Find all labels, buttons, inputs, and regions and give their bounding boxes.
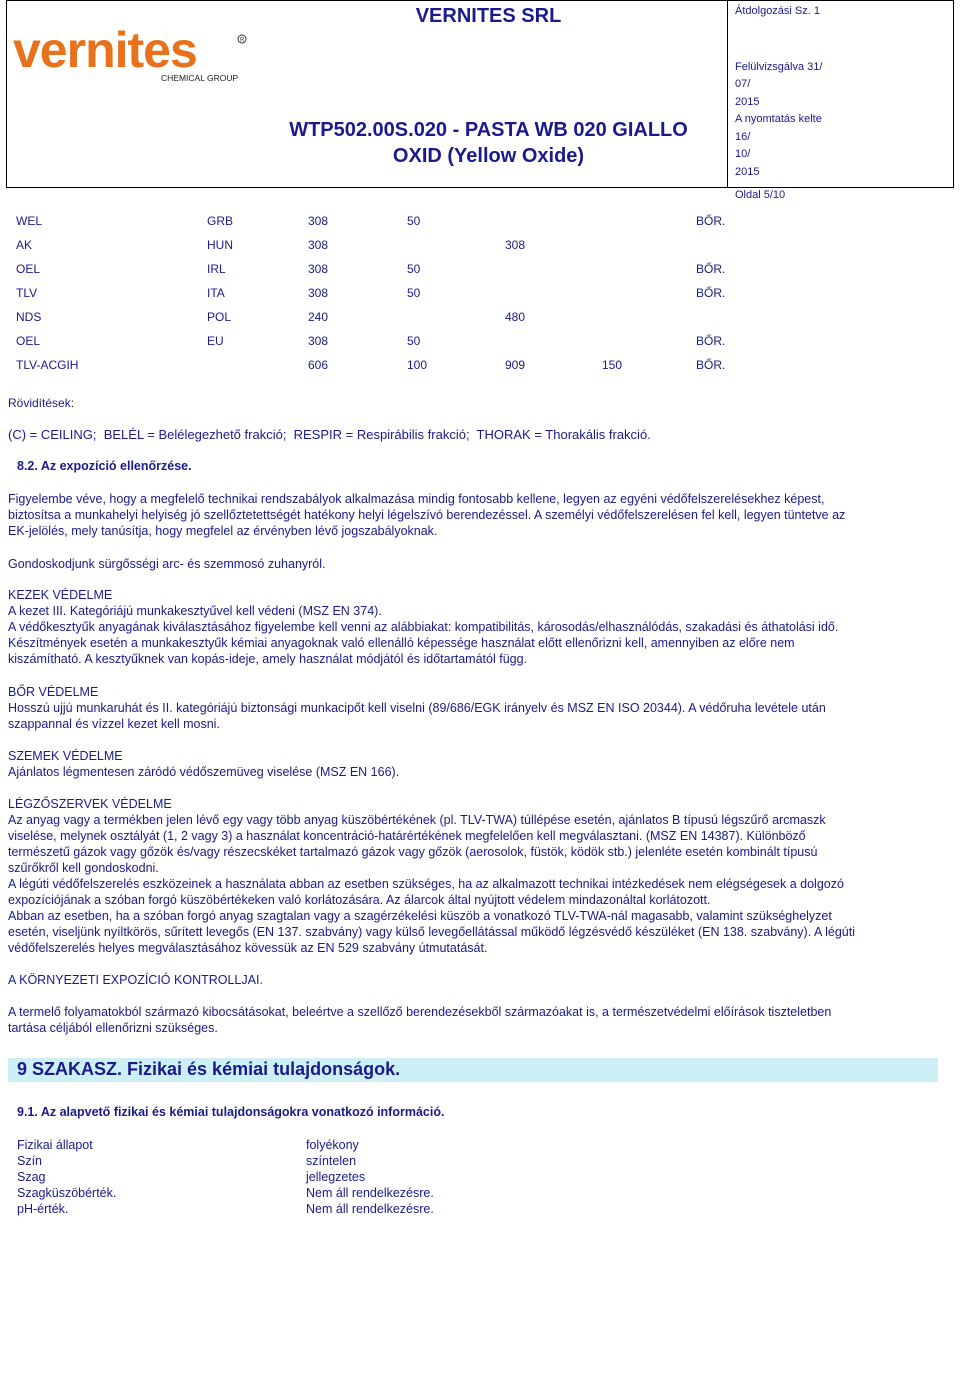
text-line: védőfelszerelés helyes megválasztásához kövessük az EN 529 szabvány útmutatását. [8,941,488,955]
respiratory-protection [8,796,944,956]
text-line: A kezet III. Kategóriájú munkakesztyűvel kell védeni (MSZ EN 374). [8,604,382,618]
table-cell: BŐR. [696,286,726,300]
header-divider [727,1,728,187]
eyewash-note: Gondoskodjunk sürgősségi arc- és szemmosó zuhanyról. [8,557,326,571]
table-cell: 308 [308,262,329,276]
table-cell: BŐR. [696,262,726,276]
text-line: esetén, viseljünk nyíltkörös, sűrített levegős (EN 137. szabvány) vagy külső levegőellátással működő légzésvédő készüléket (EN 138. szabvány). A légúti [8,925,855,939]
properties-list [17,1137,617,1217]
logo-subtitle: CHEMICAL GROUP [161,73,239,83]
table-cell [602,257,696,281]
revision-number: Átdolgozási Sz. 1 [735,5,820,17]
section-9-title: 9 SZAKASZ. Fizikai és kémiai tulajdonságok. [17,1059,401,1079]
review-date-label: Felülvizsgálva 31/ [735,60,823,73]
table-cell [407,233,505,257]
text-line: EK-jelölés, mely tanúsítja, hogy megfelel az érvényben lévő jogszabályoknak. [8,524,438,538]
table-cell: 150 [602,358,623,372]
text-line: kiszámítható. A kesztyűknek van kopás-ideje, amely használat módjától és időtartamától függ. [8,652,528,666]
text-line: viselése, melynek osztályát (1, 2 vagy 3) a használat koncentráció-határértékének megfelelően kell megválasztani. (MSZ EN 14387). Különböző [8,829,806,843]
table-cell: 308 [308,238,329,252]
text-line: szappannal és vízzel kezet kell mosni. [8,717,220,731]
table-cell [505,329,602,353]
section-8-2-title: 8.2. Az expozíció ellenőrzése. [17,459,192,473]
table-cell: 308 [308,286,329,300]
table-row [16,305,756,329]
table-cell: OEL [16,262,41,276]
review-date-year: 2015 [735,95,760,108]
table-cell: 308 [308,214,329,228]
text-line: természetű gázok vagy gőzök és/vagy részecskéket tartalmazó gázok vagy gőzök (aerosolok, füstök, ködök stb.) jelenléte esetén kombinált típusú [8,845,818,859]
table-cell [207,353,308,377]
table-cell [505,281,602,305]
logo-wordmark: vernites [13,23,197,78]
table-cell: 50 [407,214,421,228]
table-row [16,281,756,305]
table-cell: HUN [207,238,233,252]
property-row [17,1153,617,1169]
table-cell [407,305,505,329]
table-cell: TLV [16,286,38,300]
hands-protection [8,587,944,667]
property-name: Szagküszöbérték. [17,1186,117,1200]
property-value: Nem áll rendelkezésre. [306,1186,434,1200]
skin-title: BŐR VÉDELME [8,685,99,699]
text-line: Készítmények esetén a munkakesztyűk kémiai anyagoknak való ellenálló képessége használat előtt ellenőrizni kell, amennyiben az előre nem [8,636,795,650]
text-line: expozíciójának a szóban forgó küszöbértékeken való korlátozására. Az álarcok által nyújtott védelem mindazonáltal korlátozott. [8,893,711,907]
table-cell: ITA [207,286,225,300]
table-cell: AK [16,238,33,252]
text-line: szűrőkről kell gondoskodni. [8,861,159,875]
print-date-month: 10/ [735,148,751,160]
text-line: tartása céljából ellenőrizni szükséges. [8,1021,218,1035]
property-row [17,1169,617,1185]
abbreviations-title: Rövidítések: [8,396,75,410]
table-cell [602,233,696,257]
text-line: Figyelembe véve, hogy a megfelelő technikai rendszabályok alkalmazása mindig fontosabb kellene, legyen az egyéni védőfelszerelésekhez képest, [8,492,825,506]
table-cell: 240 [308,310,329,324]
text-line: A légúti védőfelszerelés eszközeinek a használata abban az esetben szükséges, ha az alkalmazott technikai intézkedések nem elégségesek a dolgozó [8,877,844,891]
print-date-label: A nyomtatás kelte 16/ [735,113,822,143]
table-cell: 480 [505,310,526,324]
eyes-title: SZEMEK VÉDELME [8,749,123,763]
review-date-month: 07/ [735,78,751,90]
property-value: Nem áll rendelkezésre. [306,1202,434,1216]
exposure-limits-table [16,209,756,377]
table-cell: OEL [16,334,41,348]
table-row [16,329,756,353]
table-row [16,209,756,233]
header-info [735,3,835,205]
text-line: Abban az esetben, ha a szóban forgó anyag szagtalan vagy a szagérzékelési küszöb a vonatkozó TLV-TWA-nál magasabb, valamint szükséghelyzet [8,909,832,923]
table-cell [602,209,696,233]
print-date-year: 2015 [735,165,760,178]
text-line: Hosszú ujjú munkaruhát és II. kategóriájú biztonsági munkacipőt kell viselni (89/686/EGK irányelv és MSZ EN ISO 20344). A védőruha levétele után [8,701,826,715]
section-9-banner [8,1058,938,1082]
table-cell: NDS [16,310,42,324]
resp-title: LÉGZŐSZERVEK VÉDELME [8,797,172,811]
table-cell: POL [207,310,232,324]
environment-title: A KÖRNYEZETI EXPOZÍCIÓ KONTROLLJAI. [8,973,263,987]
product-name-line1: WTP502.00S.020 - PASTA WB 020 GIALLO [289,119,688,141]
table-cell: 50 [407,262,421,276]
product-name-line2: OXID (Yellow Oxide) [392,145,585,167]
table-cell [505,209,602,233]
text-line: A védőkesztyűk anyagának kiválasztásához figyelembe kell venni az alábbiakat: kompatibilitás, károsodás/elhasználódás, szakadási és áthatolási idő. [8,620,839,634]
table-cell: EU [207,334,224,348]
table-cell [696,305,756,329]
table-cell: 50 [407,286,421,300]
table-cell [505,257,602,281]
table-cell: BŐR. [696,358,726,372]
text-line: biztosítsa a munkahelyi helyiség jó szellőztetettségét hatékony helyi légelszívó berendezéssel. A személyi védőfelszerelésen fel kell, legyen tüntetve az [8,508,846,522]
company-name: VERNITES SRL [415,5,562,27]
abbreviations-text: (C) = CEILING; BELÉL = Belélegezhető frakció; RESPIR = Respirábilis frakció; THORAK = Thorakális frakció. [8,427,651,442]
table-cell: 308 [308,334,329,348]
table-cell [602,329,696,353]
table-cell [602,281,696,305]
property-value: színtelen [306,1154,357,1168]
table-cell: BŐR. [696,214,726,228]
skin-protection [8,684,944,732]
property-name: Fizikai állapot [17,1138,93,1152]
eye-protection [8,748,944,780]
table-cell: TLV-ACGIH [16,358,79,372]
table-row [16,257,756,281]
hands-title: KEZEK VÉDELME [8,588,113,602]
property-row [17,1137,617,1153]
table-cell: 100 [407,358,428,372]
property-value: folyékony [306,1138,359,1152]
property-name: Szín [17,1154,43,1168]
product-name [247,117,730,169]
table-cell: WEL [16,214,43,228]
property-row [17,1201,617,1217]
svg-text:R: R [240,37,245,44]
text-line: A termelő folyamatokból származó kibocsátásokat, beleértve a szellőző berendezésekből származóakat is, a természetvédelmi előírások tiszteletben [8,1005,832,1019]
table-cell: 606 [308,358,329,372]
table-row [16,353,756,377]
property-name: pH-érték. [17,1202,69,1216]
document-header [6,0,954,201]
control-paragraph [8,491,944,539]
page-number: Oldal 5/10 [735,189,786,201]
text-line: Az anyag vagy a termékben jelen lévő egy vagy több anyag küszöbértékének (pl. TLV-TWA) túllépése esetén, ajánlatos B típusú légszűrő arcmaszk [8,813,826,827]
table-cell: 308 [505,238,526,252]
environment-controls [8,1004,944,1036]
property-value: jellegzetes [306,1170,366,1184]
property-name: Szag [17,1170,46,1184]
property-row [17,1185,617,1201]
table-cell: IRL [207,262,226,276]
table-cell: GRB [207,214,234,228]
text-line: Ajánlatos légmentesen záródó védőszemüveg viselése (MSZ EN 166). [8,765,400,779]
table-cell: 909 [505,358,526,372]
table-cell [696,233,756,257]
table-row [16,233,756,257]
vernites-logo [11,23,251,83]
table-cell: BŐR. [696,334,726,348]
table-cell: 50 [407,334,421,348]
section-9-1-title: 9.1. Az alapvető fizikai és kémiai tulajdonságokra vonatkozó információ. [17,1105,445,1119]
table-cell [602,305,696,329]
